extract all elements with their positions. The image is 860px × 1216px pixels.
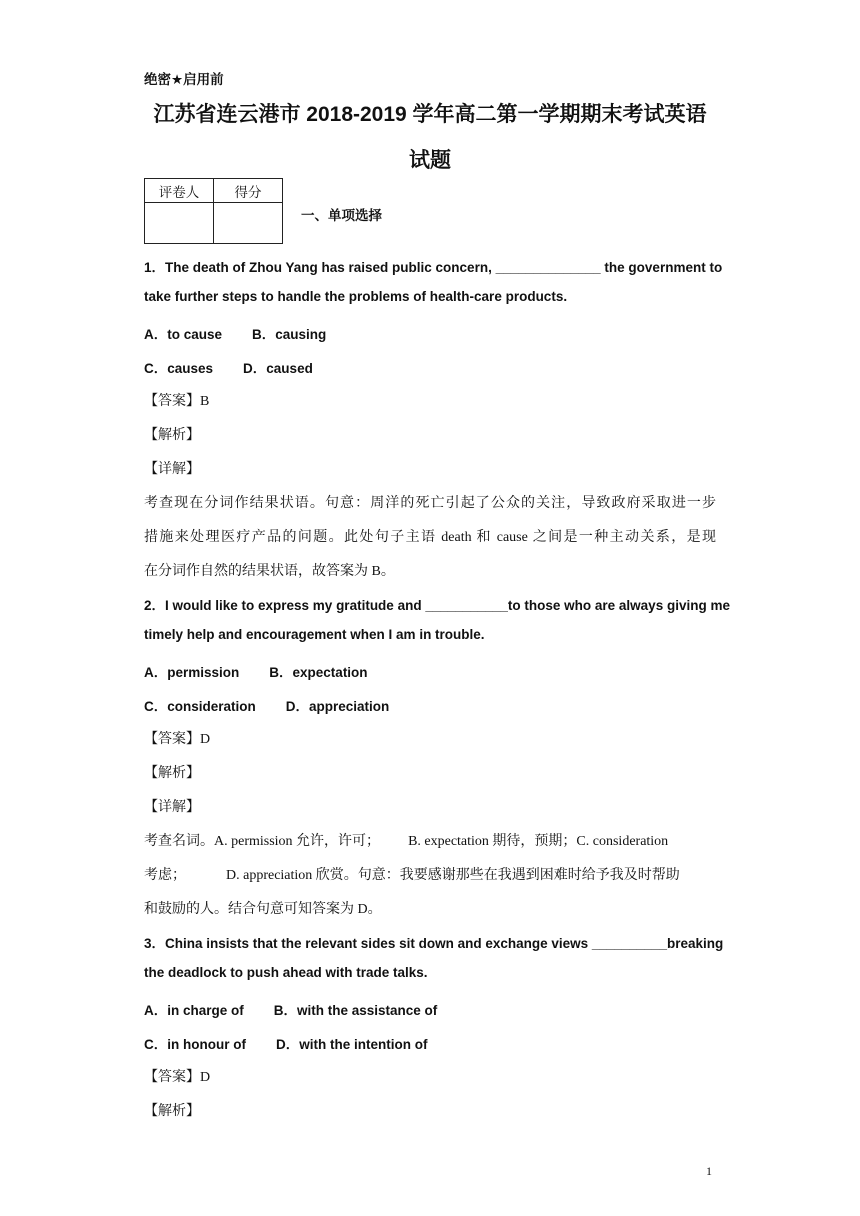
question-2-line-1: 2．I would like to express my gratitude and ___________to those who are always giving me — [144, 598, 730, 613]
option-d: D．with the intention of — [275, 1037, 428, 1052]
question-3-line-1: 3．China insists that the relevant sides sit down and exchange views __________breaking — [144, 936, 724, 951]
page-title: 江苏省连云港市 2018-2019 学年高二第一学期期末考试英语 — [153, 103, 707, 126]
page-title-continued: 试题 — [409, 149, 451, 172]
question-1-options-cd — [144, 357, 313, 377]
score-cell — [214, 203, 283, 244]
section-title: 一、单项选择 — [301, 208, 382, 223]
answer-label: 【答案】B — [144, 394, 210, 409]
explanation-part: D. appreciation 欣赏。句意：我要感谢那些在我遇到困难时给予我及时帮助 — [226, 868, 680, 883]
explanation-line — [144, 830, 668, 850]
question-1-options-ab — [144, 323, 326, 343]
option-b: B．with the assistance of — [273, 1003, 438, 1018]
option-c: C．in honour of — [144, 1037, 246, 1052]
score-header: 得分 — [214, 179, 283, 203]
analysis-label: 【解析】 — [144, 428, 200, 443]
analysis-label: 【解析】 — [144, 1104, 200, 1119]
option-c: C．consideration — [144, 699, 256, 714]
explanation-part: 考查名词。A. permission 允许，许可； — [144, 834, 381, 849]
answer-label: 【答案】D — [144, 1070, 211, 1085]
question-3-options-cd — [144, 1033, 427, 1053]
analysis-label: 【解析】 — [144, 766, 200, 781]
question-2-options-ab — [144, 661, 368, 681]
option-a: A．to cause — [144, 327, 223, 342]
grader-cell — [145, 203, 214, 244]
explanation-line: 在分词作自然的结果状语，故答案为 B。 — [144, 564, 395, 579]
option-d: D．caused — [243, 361, 313, 376]
option-a: A．permission — [144, 665, 240, 680]
question-2-line-2: timely help and encouragement when I am in trouble. — [144, 627, 485, 642]
explanation-line: 和鼓励的人。结合句意可知答案为 D。 — [144, 902, 382, 917]
explanation-line: 措施来处理医疗产品的问题。此处句子主语 death 和 cause 之间是一种主动关系，是现 — [144, 530, 716, 545]
explanation-line — [144, 864, 680, 884]
option-d: D．appreciation — [285, 699, 390, 714]
explanation-part: B. expectation 期待，预期；C. consideration — [408, 834, 669, 849]
explanation-part: 考虑； — [144, 868, 186, 883]
confidential-label: 绝密★启用前 — [144, 72, 224, 87]
option-b: B．causing — [252, 327, 327, 342]
grader-header: 评卷人 — [145, 179, 214, 203]
question-1-line-2: take further steps to handle the problems of health-care products. — [144, 289, 568, 304]
question-2-options-cd — [144, 695, 389, 715]
question-3-line-2: the deadlock to push ahead with trade talks. — [144, 965, 428, 980]
option-c: C．causes — [144, 361, 214, 376]
question-3-options-ab — [144, 999, 437, 1019]
page-number: 1 — [706, 1164, 712, 1178]
option-a: A．in charge of — [144, 1003, 244, 1018]
answer-label: 【答案】D — [144, 732, 211, 747]
detail-label: 【详解】 — [144, 462, 200, 477]
score-table — [144, 178, 283, 244]
detail-label: 【详解】 — [144, 800, 200, 815]
explanation-line: 考查现在分词作结果状语。句意：周洋的死亡引起了公众的关注，导致政府采取进一步 — [144, 496, 716, 511]
question-1-line-1: 1．The death of Zhou Yang has raised public concern, ______________ the government to — [144, 260, 723, 275]
option-b: B．expectation — [269, 665, 368, 680]
